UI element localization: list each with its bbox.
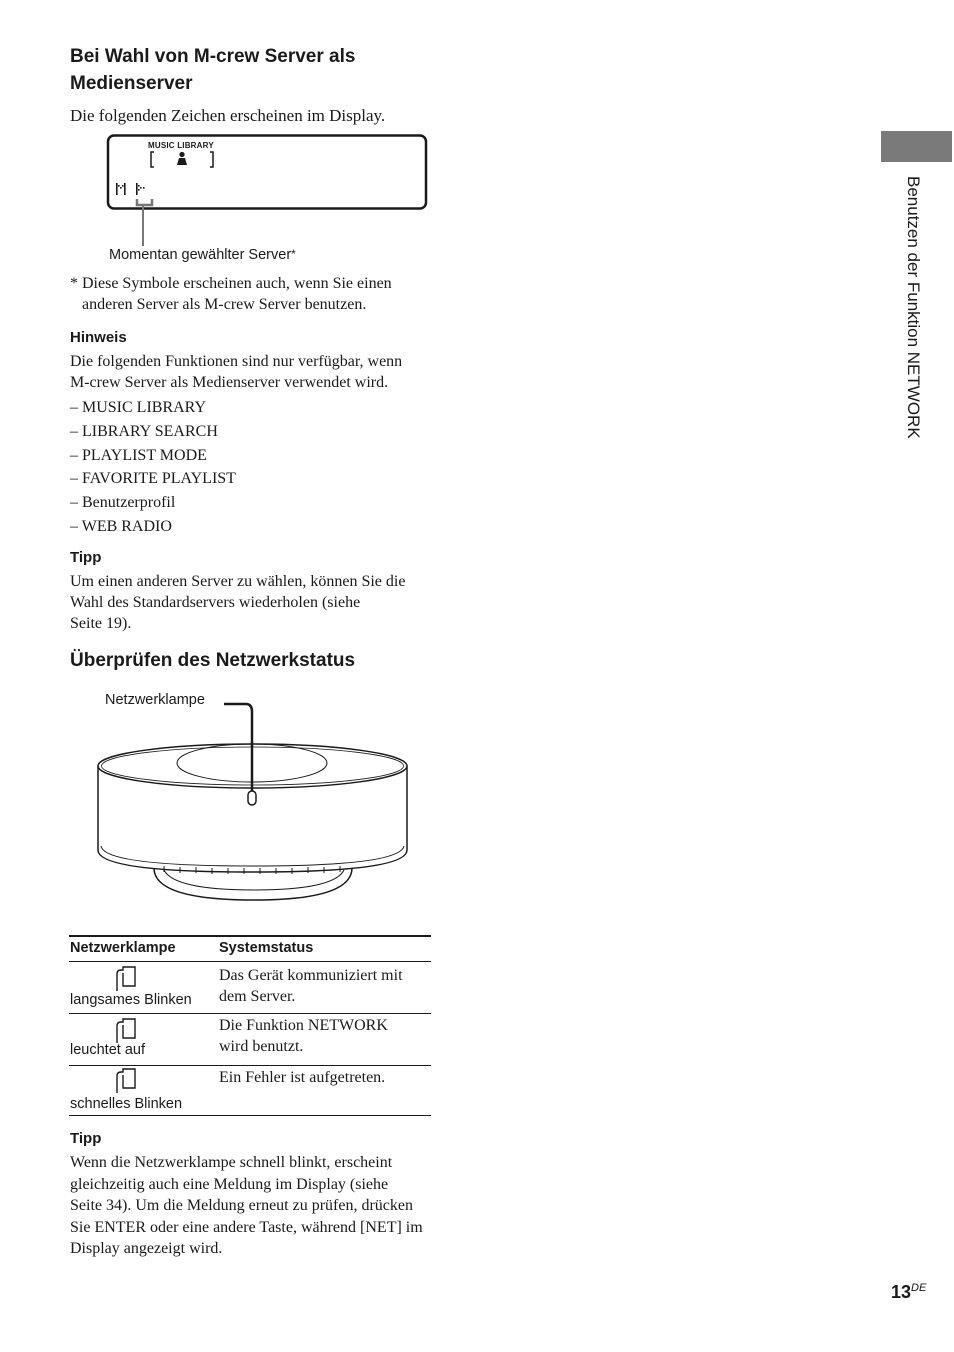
lamp-state: schnelles Blinken (70, 1096, 183, 1112)
display-music-library-label: MUSIC LIBRARY (148, 141, 214, 150)
section-heading-mcrew: Bei Wahl von M-crew Server als Medienserver (70, 46, 356, 94)
tipp-title: Tipp (70, 1130, 102, 1147)
tipp-title: Tipp (70, 549, 102, 566)
list-item: – WEB RADIO (70, 517, 172, 535)
lamp-state: langsames Blinken (70, 992, 192, 1008)
caption-asterisk: * (291, 247, 296, 261)
table-header-lamp: Netzwerklampe (70, 940, 176, 956)
table-top-rule (69, 935, 431, 937)
table-header-status: Systemstatus (219, 940, 314, 956)
footnote: * Diese Symbole erscheinen auch, wenn Sie einen anderen Server als M-crew Server benutzen. (70, 275, 392, 313)
table-row (69, 1066, 431, 1115)
tipp-text: Wenn die Netzwerklampe schnell blinkt, erscheint gleichzeitig auch eine Meldung im Display (siehe Seite 34). Um die Meldung erneut zu prüfen, drücken Sie ENTER oder eine andere Taste, während [NET] im Display angezeigt wird. (70, 1154, 423, 1257)
lamp-state: leuchtet auf (70, 1042, 145, 1058)
list-item: – PLAYLIST MODE (70, 446, 207, 464)
lamp-lit-icon (115, 1018, 139, 1044)
page-locale-suffix: DE (911, 1282, 927, 1294)
page-number: 13DE (891, 1282, 927, 1302)
lamp-slow-blink-icon (115, 966, 139, 992)
hinweis-list (70, 396, 236, 539)
lamp-fast-blink-icon (115, 1068, 139, 1094)
hinweis-title: Hinweis (70, 329, 127, 346)
caption-pointer-line (141, 210, 145, 246)
display-caption: Momentan gewählter Server* (109, 247, 296, 263)
list-item: – MUSIC LIBRARY (70, 399, 207, 416)
display-illustration (106, 134, 428, 212)
table-row (69, 1014, 431, 1065)
status-text: Ein Fehler ist aufgetreten. (219, 1069, 386, 1086)
status-text: Das Gerät kommuniziert mit dem Server. (219, 967, 403, 1005)
sidebar-tab (881, 131, 952, 162)
sidebar-label: Benutzen der Funktion NETWORK (904, 176, 923, 439)
device-illustration (94, 700, 412, 906)
hinweis-text: Die folgenden Funktionen sind nur verfügbar, wenn M-crew Server als Medienserver verwendet wird. (70, 353, 403, 391)
list-item: – Benutzerprofil (70, 494, 176, 512)
list-item: – LIBRARY SEARCH (70, 422, 218, 440)
list-item: – FAVORITE PLAYLIST (70, 470, 236, 488)
table-bottom-rule (69, 1115, 431, 1116)
section-heading-network-status: Überprüfen des Netzwerkstatus (70, 650, 356, 671)
status-text: Die Funktion NETWORK wird benutzt. (219, 1017, 388, 1055)
lamp-label: Netzwerklampe (105, 692, 205, 708)
table-row (69, 962, 431, 1013)
tipp-text: Um einen anderen Server zu wählen, können Sie die Wahl des Standardservers wiederholen (siehe Seite 19). (70, 573, 406, 632)
intro-text: Die folgenden Zeichen erscheinen im Display. (70, 106, 386, 125)
network-lamp-icon (248, 791, 256, 805)
